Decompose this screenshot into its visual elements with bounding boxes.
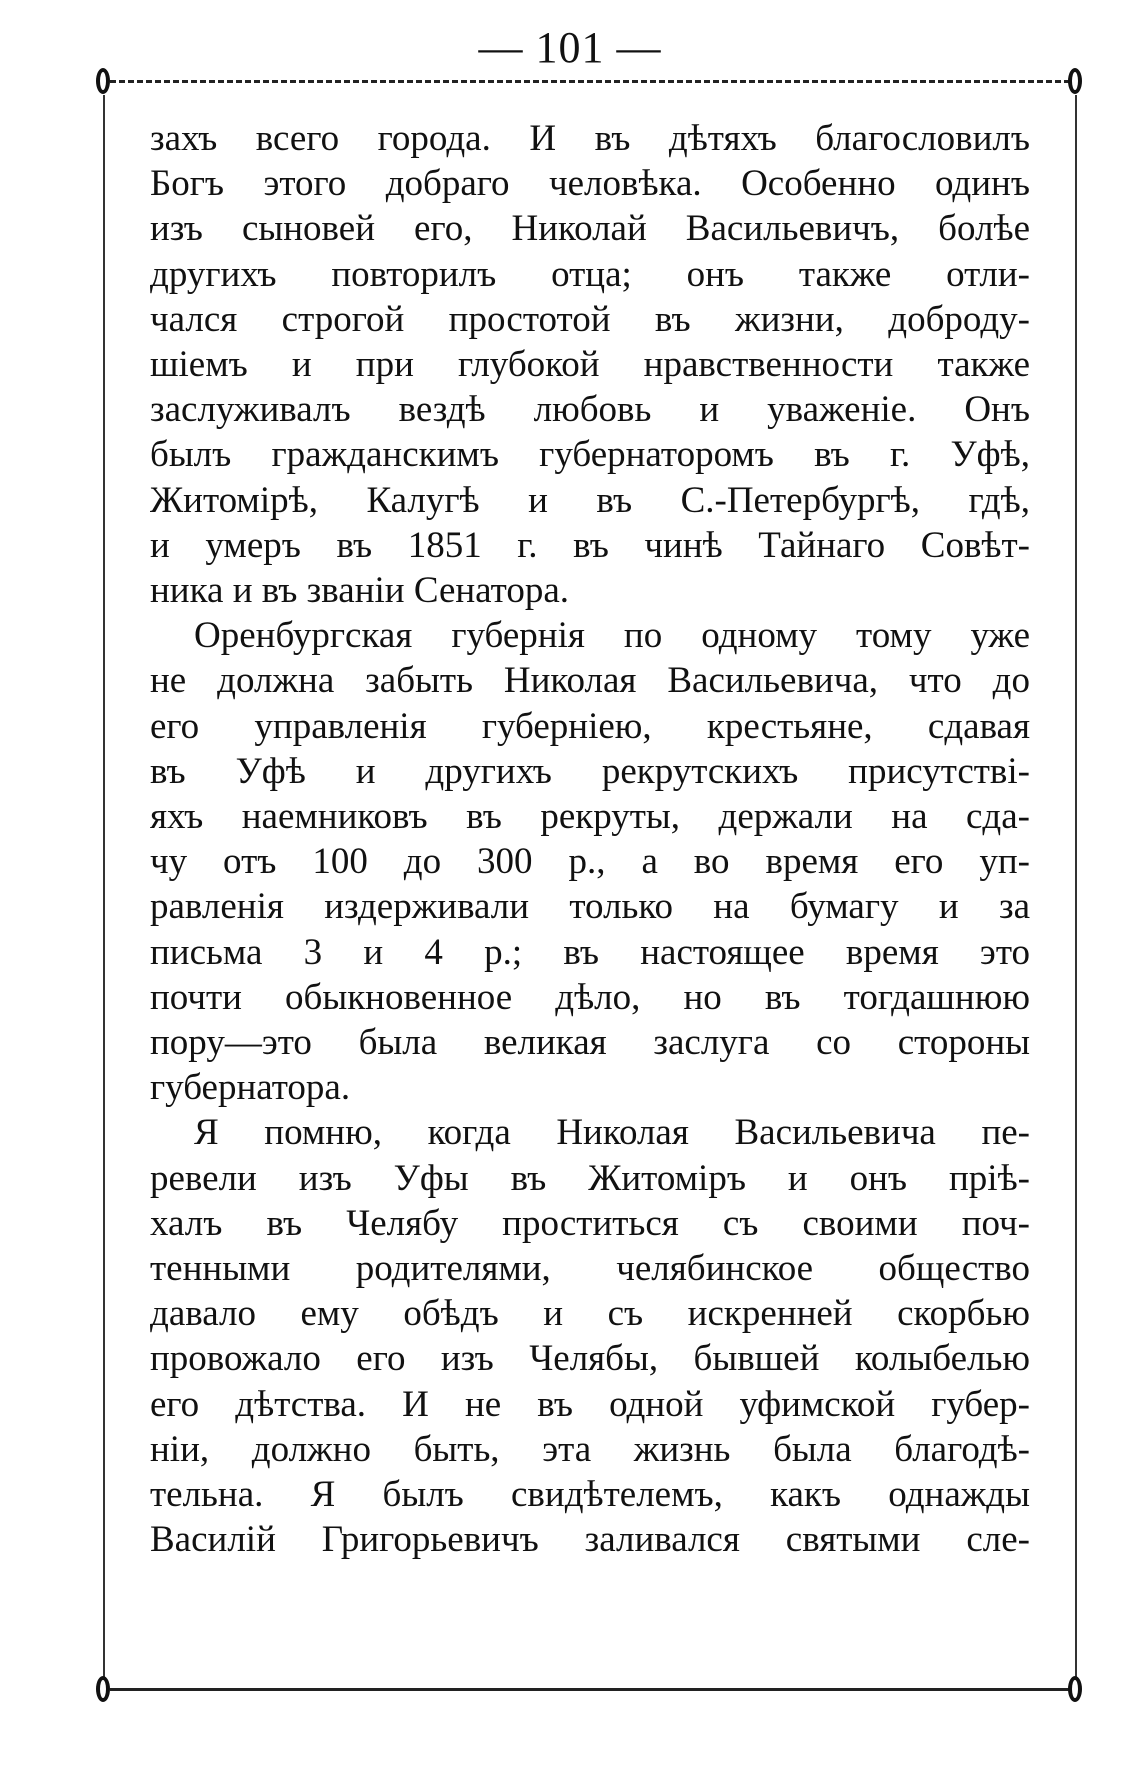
text-line: давало ему обѣдъ и съ искренней скорбью	[150, 1293, 1030, 1335]
text-line: Оренбургская губернія по одному тому уже	[194, 615, 1030, 657]
paragraph	[150, 1110, 1030, 1562]
text-line: въ Уфѣ и другихъ рекрутскихъ присутстві-	[150, 750, 1030, 792]
text-line: пору—это была великая заслуга со стороны	[150, 1022, 1030, 1064]
text-line: чался строгой простотой въ жизни, доброду-	[150, 298, 1030, 340]
corner-ornament-icon	[96, 1676, 110, 1702]
text-line: его управленія губерніею, крестьяне, сдавая	[150, 705, 1030, 747]
corner-ornament-icon	[1068, 1676, 1082, 1702]
top-border-rule	[110, 80, 1070, 83]
bottom-border-rule	[110, 1688, 1070, 1691]
text-line: губернатора.	[150, 1067, 351, 1109]
page-number: — 101 —	[478, 23, 662, 72]
text-line: былъ гражданскимъ губернаторомъ въ г. Уфѣ,	[150, 434, 1030, 476]
text-line: тельна. Я былъ свидѣтелемъ, какъ однажды	[150, 1474, 1030, 1516]
text-line: Василій Григорьевичъ заливался святыми сле-	[150, 1519, 1030, 1561]
corner-ornament-icon	[1068, 68, 1082, 94]
text-line: заслуживалъ вездѣ любовь и уваженіе. Онъ	[150, 389, 1030, 431]
text-line: изъ сыновей его, Николай Васильевичъ, болѣе	[150, 208, 1030, 250]
text-line: яхъ наемниковъ въ рекруты, держали на сда-	[150, 796, 1030, 838]
paragraph	[150, 613, 1030, 1110]
left-border-rule	[103, 95, 105, 1680]
text-line: почти обыкновенное дѣло, но въ тогдашнюю	[150, 976, 1030, 1018]
text-line: провожало его изъ Челябы, бывшей колыбелью	[150, 1338, 1030, 1380]
text-line: тенными родителями, челябинское общество	[150, 1248, 1030, 1290]
text-line: халъ въ Челябу проститься съ своими поч-	[150, 1202, 1030, 1244]
text-line: ника и въ званіи Сенатора.	[150, 570, 569, 612]
text-line: равленія издерживали только на бумагу и за	[150, 886, 1030, 928]
right-border-rule	[1075, 95, 1077, 1680]
body-text	[150, 116, 1030, 1563]
paragraph	[150, 116, 1030, 613]
text-line: ревели изъ Уфы въ Житоміръ и онъ пріѣ-	[150, 1157, 1030, 1199]
text-line: чу отъ 100 до 300 р., а во время его уп-	[150, 841, 1030, 883]
text-line: письма 3 и 4 р.; въ настоящее время это	[150, 931, 1030, 973]
text-line: Богъ этого добраго человѣка. Особенно одинъ	[150, 163, 1030, 205]
text-line: его дѣтства. И не въ одной уфимской губер-	[150, 1383, 1030, 1425]
corner-ornament-icon	[96, 68, 110, 94]
text-line: и умеръ въ 1851 г. въ чинѣ Тайнаго Совѣт-	[150, 524, 1030, 566]
text-line: Я помню, когда Николая Васильевича пе-	[194, 1112, 1030, 1154]
text-line: не должна забыть Николая Васильевича, что до	[150, 660, 1030, 702]
text-line: ніи, должно быть, эта жизнь была благодѣ-	[150, 1428, 1030, 1470]
text-line: захъ всего города. И въ дѣтяхъ благословилъ	[150, 118, 1030, 159]
text-line: Житомірѣ, Калугѣ и въ С.-Петербургѣ, гдѣ,	[150, 479, 1030, 521]
text-line: шіемъ и при глубокой нравственности также	[150, 344, 1030, 386]
text-line: другихъ повторилъ отца; онъ также отли-	[150, 253, 1030, 295]
